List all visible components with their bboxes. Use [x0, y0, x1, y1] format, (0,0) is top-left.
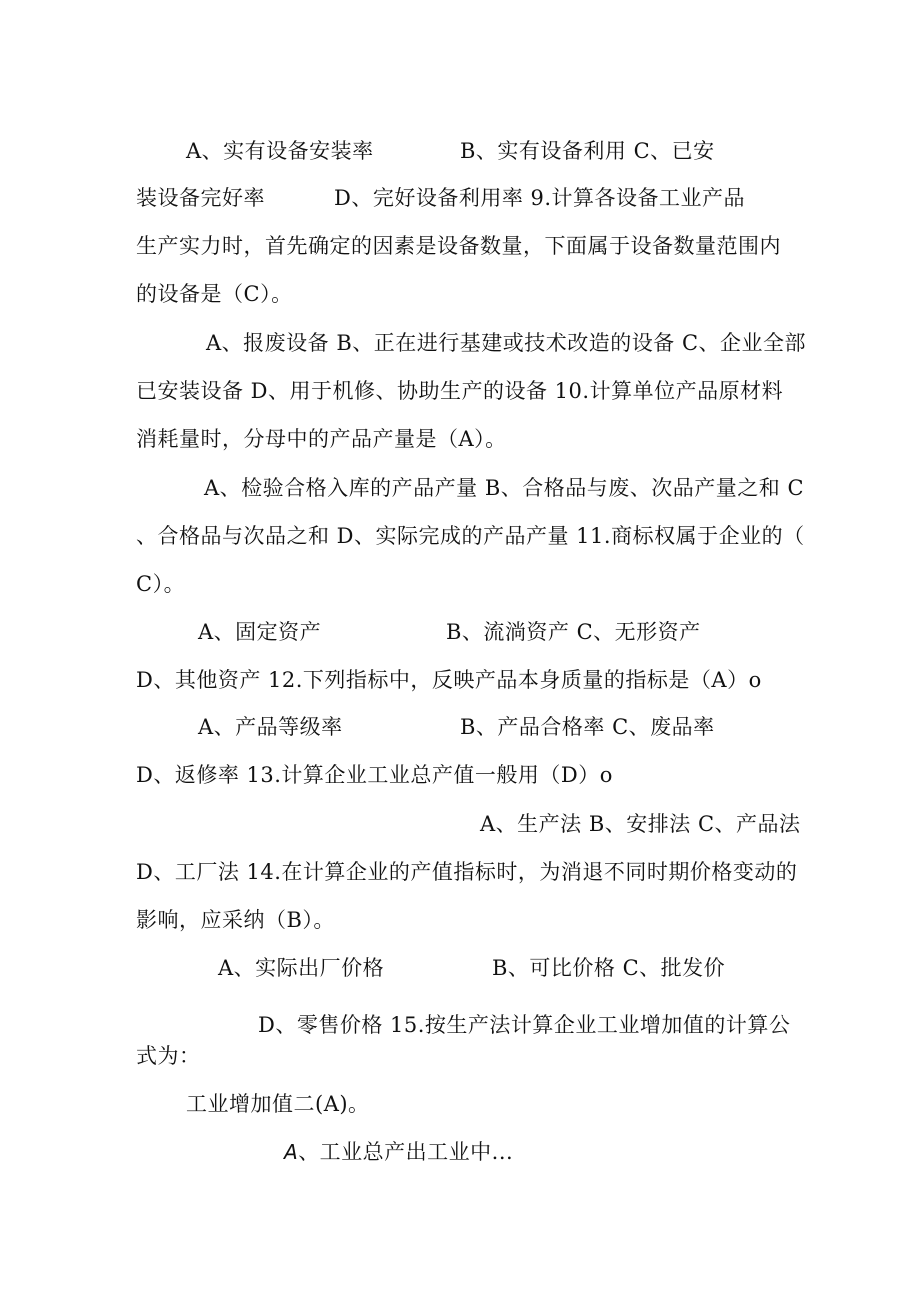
- text-line: D、完好设备利用率 9.计算各设备工业产品: [334, 186, 746, 210]
- text-line: D、零售价格 15.按生产法计算企业工业增加值的计算公: [258, 1013, 791, 1037]
- text-line: 式为：: [136, 1044, 201, 1068]
- text-line: 已安装设备 D、用于机修、协助生产的设备 10.计算单位产品原材料: [136, 379, 784, 403]
- text-line: 工业增加值二(A)。: [186, 1092, 370, 1116]
- option-line: A、实际出厂价格: [218, 956, 385, 980]
- text-line: C）。: [136, 572, 186, 596]
- option-a: A、实有设备安装率: [186, 139, 374, 163]
- text-line: 的设备是（C）。: [136, 282, 293, 306]
- option-line: B、可比价格 C、批发价: [492, 956, 726, 980]
- text-line: 、合格品与次品之和 D、实际完成的产品产量 11.商标权属于企业的（: [136, 524, 805, 548]
- text-line: 装设备完好率: [136, 186, 265, 210]
- option-line: [460, 136, 715, 166]
- text-line: D、工厂法 14.在计算企业的产值指标时，为消退不同时期价格变动的: [136, 860, 798, 884]
- text-line: 影响，应采纳（B）。: [136, 908, 335, 932]
- text-line: A、检验合格入库的产品产量 B、合格品与废、次品产量之和 C: [204, 476, 805, 500]
- text-line: D、其他资产 12.下列指标中，反映产品本身质量的指标是（A）o: [136, 668, 762, 692]
- option-line: [186, 136, 374, 166]
- option-b: B、实有设备利用 C、已安: [460, 139, 715, 163]
- text-line: A、工业总产出工业中...: [284, 1140, 514, 1164]
- text-line: D、返修率 13.计算企业工业总产值一般用（D）o: [136, 763, 613, 787]
- option-line: A、产品等级率: [198, 715, 343, 739]
- text-line: 消耗量时，分母中的产品产量是（A）。: [136, 427, 507, 451]
- option-line: B、产品合格率 C、废品率: [460, 715, 715, 739]
- text-line: 生产实力时，首先确定的因素是设备数量，下面属于设备数量范围内: [136, 234, 781, 258]
- text-line: A、生产法 B、安排法 C、产品法: [480, 812, 801, 836]
- option-line: A、固定资产: [198, 620, 322, 644]
- option-letter: A: [284, 1140, 299, 1164]
- option-line: B、流淌资产 C、无形资产: [446, 620, 701, 644]
- text-line: A、报废设备 B、正在进行基建或技术改造的设备 C、企业全部: [206, 331, 807, 355]
